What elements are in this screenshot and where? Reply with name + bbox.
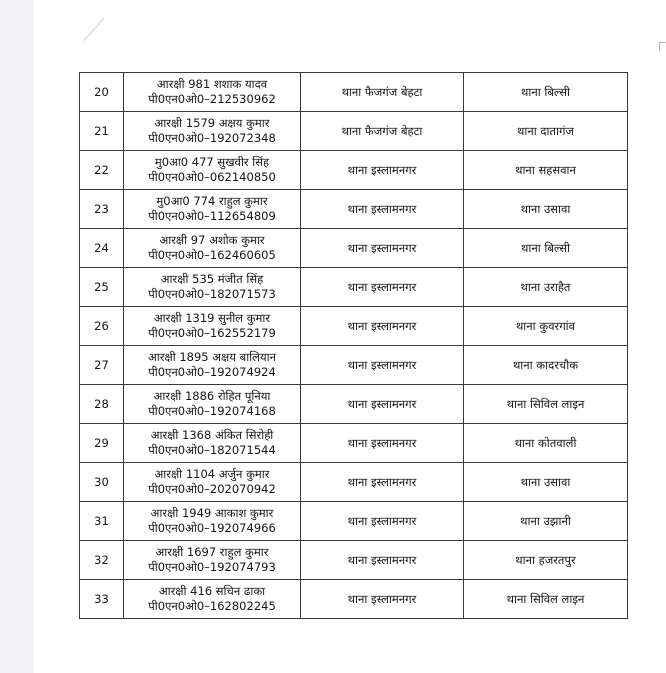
- employee-name: आरक्षी 981 शशाक यादव: [156, 77, 268, 91]
- current-station: थाना इस्लामनगर: [301, 541, 464, 580]
- employee-name: आरक्षी 1886 रोहित पूनिया: [153, 389, 271, 403]
- employee-name: आरक्षी 1579 अक्षय कुमार: [154, 116, 270, 130]
- employee-pno: पी0एन0ओ0–192074168: [148, 404, 276, 418]
- serial-number: 30: [80, 463, 124, 502]
- current-station: थाना इस्लामनगर: [301, 346, 464, 385]
- employee-name: मु0आ0 774 राहुल कुमार: [156, 194, 268, 208]
- new-station: थाना सिविल लाइन: [464, 385, 628, 424]
- serial-number: 28: [80, 385, 124, 424]
- new-station: थाना कोतवाली: [464, 424, 628, 463]
- employee-pno: पी0एन0ओ0–162802245: [148, 599, 276, 613]
- new-station: थाना दातागंज: [464, 112, 628, 151]
- current-station: थाना इस्लामनगर: [301, 385, 464, 424]
- employee-cell: [124, 580, 301, 619]
- new-station: थाना बिल्सी: [464, 229, 628, 268]
- transfer-table-body: [80, 73, 628, 619]
- employee-name: आरक्षी 1319 सुनील कुमार: [153, 311, 271, 325]
- current-station: थाना फैजगंज बेहटा: [301, 112, 464, 151]
- employee-pno: पी0एन0ओ0–162552179: [148, 326, 276, 340]
- table-row: [80, 268, 628, 307]
- employee-cell: [124, 346, 301, 385]
- table-row: [80, 229, 628, 268]
- employee-cell: [124, 151, 301, 190]
- new-station: थाना उराहैत: [464, 268, 628, 307]
- table-row: [80, 502, 628, 541]
- new-station: थाना उसावा: [464, 463, 628, 502]
- table-row: [80, 424, 628, 463]
- serial-number: 33: [80, 580, 124, 619]
- new-station: थाना उसावा: [464, 190, 628, 229]
- current-station: थाना फैजगंज बेहटा: [301, 73, 464, 112]
- employee-pno: पी0एन0ओ0–192072348: [148, 131, 276, 145]
- table-row: [80, 112, 628, 151]
- serial-number: 32: [80, 541, 124, 580]
- employee-cell: [124, 424, 301, 463]
- employee-name: आरक्षी 535 मंजीत सिंह: [160, 272, 264, 286]
- current-station: थाना इस्लामनगर: [301, 307, 464, 346]
- employee-cell: [124, 73, 301, 112]
- employee-pno: पी0एन0ओ0–062140850: [148, 170, 276, 184]
- table-row: [80, 385, 628, 424]
- employee-pno: पी0एन0ओ0–192074924: [148, 365, 276, 379]
- new-station: थाना सहसवान: [464, 151, 628, 190]
- table-row: [80, 346, 628, 385]
- serial-number: 21: [80, 112, 124, 151]
- serial-number: 20: [80, 73, 124, 112]
- table-row: [80, 73, 628, 112]
- current-station: थाना इस्लामनगर: [301, 580, 464, 619]
- new-station: थाना सिविल लाइन: [464, 580, 628, 619]
- table-row: [80, 307, 628, 346]
- employee-pno: पी0एन0ओ0–192074793: [148, 560, 276, 574]
- new-station: थाना कुवरगांव: [464, 307, 628, 346]
- employee-name: आरक्षी 97 अशोक कुमार: [159, 233, 265, 247]
- serial-number: 27: [80, 346, 124, 385]
- employee-cell: [124, 229, 301, 268]
- employee-pno: पी0एन0ओ0–182071544: [148, 443, 276, 457]
- transfer-table: [79, 72, 628, 619]
- table-row: [80, 190, 628, 229]
- serial-number: 22: [80, 151, 124, 190]
- current-station: थाना इस्लामनगर: [301, 268, 464, 307]
- employee-name: आरक्षी 1949 आकाश कुमार: [150, 506, 274, 520]
- new-station: थाना बिल्सी: [464, 73, 628, 112]
- viewer-left-gutter: [0, 0, 34, 673]
- employee-name: आरक्षी 1895 अक्षय बालियान: [148, 350, 276, 364]
- employee-cell: [124, 385, 301, 424]
- employee-pno: पी0एन0ओ0–202070942: [148, 482, 276, 496]
- employee-cell: [124, 112, 301, 151]
- table-row: [80, 580, 628, 619]
- new-station: थाना हजरतपुर: [464, 541, 628, 580]
- table-row: [80, 151, 628, 190]
- employee-pno: पी0एन0ओ0–112654809: [148, 209, 276, 223]
- current-station: थाना इस्लामनगर: [301, 424, 464, 463]
- current-station: थाना इस्लामनगर: [301, 151, 464, 190]
- page-edge-mark: [659, 42, 666, 51]
- serial-number: 25: [80, 268, 124, 307]
- employee-pno: पी0एन0ओ0–162460605: [148, 248, 276, 262]
- employee-pno: पी0एन0ओ0–192074966: [148, 521, 276, 535]
- employee-pno: पी0एन0ओ0–212530962: [148, 92, 276, 106]
- employee-name: आरक्षी 1368 अंकित सिरोही: [150, 428, 274, 442]
- employee-pno: पी0एन0ओ0–182071573: [148, 287, 276, 301]
- employee-cell: [124, 502, 301, 541]
- new-station: थाना उझानी: [464, 502, 628, 541]
- employee-cell: [124, 541, 301, 580]
- current-station: थाना इस्लामनगर: [301, 229, 464, 268]
- serial-number: 26: [80, 307, 124, 346]
- serial-number: 31: [80, 502, 124, 541]
- table-row: [80, 463, 628, 502]
- employee-cell: [124, 463, 301, 502]
- employee-cell: [124, 268, 301, 307]
- employee-cell: [124, 307, 301, 346]
- new-station: थाना कादरचौक: [464, 346, 628, 385]
- serial-number: 23: [80, 190, 124, 229]
- serial-number: 29: [80, 424, 124, 463]
- current-station: थाना इस्लामनगर: [301, 190, 464, 229]
- employee-name: आरक्षी 1104 अर्जुन कुमार: [154, 467, 270, 481]
- employee-name: आरक्षी 416 सचिन ढाका: [158, 584, 266, 598]
- employee-name: आरक्षी 1697 राहुल कुमार: [155, 545, 269, 559]
- current-station: थाना इस्लामनगर: [301, 463, 464, 502]
- employee-name: मु0आ0 477 सुखवीर सिंह: [154, 155, 270, 169]
- serial-number: 24: [80, 229, 124, 268]
- current-station: थाना इस्लामनगर: [301, 502, 464, 541]
- table-row: [80, 541, 628, 580]
- employee-cell: [124, 190, 301, 229]
